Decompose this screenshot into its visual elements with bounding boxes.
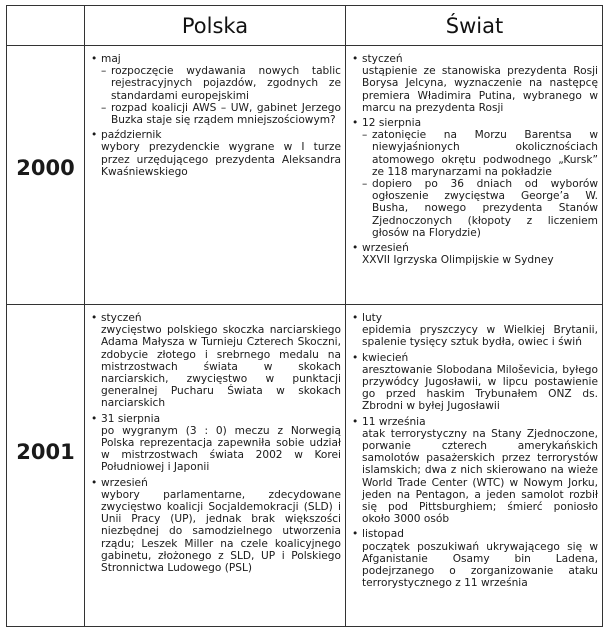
bullet-icon: • bbox=[352, 528, 359, 541]
column-header-swiat: Świat bbox=[445, 14, 504, 38]
dash-icon: – bbox=[362, 129, 368, 142]
event-date: listopad bbox=[362, 528, 404, 541]
event-subitem-text: zatonięcie na Morzu Barentsa w niewyjaśnionych okolicznościach atomowego okrętu podwodnego „Kursk” ze 118 marynarzami na pokładzie bbox=[372, 129, 598, 178]
event-entry bbox=[91, 129, 341, 178]
events-swiat-2001 bbox=[352, 312, 598, 592]
event-entry bbox=[91, 413, 341, 474]
event-date: styczeń bbox=[362, 53, 403, 65]
row-2000 bbox=[7, 46, 602, 305]
bullet-icon: • bbox=[352, 415, 359, 428]
event-entry bbox=[352, 416, 598, 526]
event-entry bbox=[91, 477, 341, 575]
bullet-icon: • bbox=[352, 351, 359, 364]
column-divider bbox=[84, 305, 85, 626]
dash-icon: – bbox=[101, 65, 107, 78]
event-description: wybory parlamentarne, zdecydowane zwycięstwo koalicji Socjaldemokracji (SLD) i Unii Pracy (UP), jednak brak większości niezbędnej do samodzielnego utworzenia rządu; Leszek Miller na czele koalicyjnego gabinetu, złożonego z SLD, UP i Polskiego Stronnictwa Ludowego (PSL) bbox=[101, 488, 341, 575]
event-date: styczeń bbox=[101, 312, 142, 324]
row-2001 bbox=[7, 305, 602, 626]
event-description: epidemia pryszczycy w Wielkiej Brytanii, spalenie tysięcy sztuk bydła, owiec i świń bbox=[362, 324, 598, 349]
column-divider bbox=[345, 305, 346, 626]
header-row bbox=[7, 6, 602, 46]
dash-icon: – bbox=[362, 178, 368, 191]
event-date: luty bbox=[362, 312, 383, 324]
event-description: zwycięstwo polskiego skoczka narciarskiego Adama Małysza w Turnieju Czterech Skoczni, zdobycie złotego i srebrnego medalu na mistrzostwach świata w skokach narciarskich, zwycięstwo w punktacji generalnej Pucharu Świata w skokach narciarskich bbox=[101, 324, 341, 410]
event-entry bbox=[352, 117, 598, 239]
events-polska-2000 bbox=[91, 53, 341, 181]
event-description: początek poszukiwań ukrywającego się w Afganistanie Osamy bin Ladena, podejrzanego o zorganizowanie ataku terrorystycznego z 11 września bbox=[362, 540, 598, 590]
event-description: XXVII Igrzyska Olimpijskie w Sydney bbox=[362, 254, 554, 267]
event-subitem-text: dopiero po 36 dniach od wyborów ogłoszenie zwycięstwa George’a W. Busha, nowego prezydenta Stanów Zjednoczonych (kłopoty z liczeniem głosów na Florydzie) bbox=[372, 178, 598, 239]
bullet-icon: • bbox=[91, 53, 98, 65]
event-entry bbox=[352, 352, 598, 413]
event-subitem bbox=[101, 102, 341, 126]
event-subitem-text: rozpad koalicji AWS – UW, gabinet Jerzego Buzka staje się rządem mniejszościowym? bbox=[111, 101, 341, 127]
bullet-icon: • bbox=[91, 412, 98, 425]
column-divider bbox=[345, 46, 346, 304]
event-date: 12 sierpnia bbox=[362, 117, 422, 130]
event-date: wrzesień bbox=[362, 242, 409, 255]
event-subitem bbox=[101, 65, 341, 102]
event-date: maj bbox=[101, 53, 121, 65]
event-description: atak terrorystyczny na Stany Zjednoczone, porwanie czterech amerykańskich samolotów pasażerskich przez terrorystów islamskich; dwa z nich skierowano na wieże World Trade Center (WTC) w Nowym Jorku, jeden na Pentagon, a jeden samolot rozbił się pod Pittsburghiem; śmierć poniosło około 3000 osób bbox=[362, 427, 598, 526]
bullet-icon: • bbox=[352, 312, 359, 324]
event-entry bbox=[352, 528, 598, 589]
event-subitem bbox=[362, 178, 598, 239]
event-entry bbox=[352, 312, 598, 349]
bullet-icon: • bbox=[91, 476, 98, 489]
bullet-icon: • bbox=[352, 242, 359, 255]
event-subitem-text: rozpoczęcie wydawania nowych tablic rejestracyjnych pojazdów, zgodnych ze standardami europejskimi bbox=[111, 65, 341, 102]
column-header-polska: Polska bbox=[181, 14, 249, 38]
event-date: 31 sierpnia bbox=[101, 412, 161, 425]
event-description: wybory prezydenckie wygrane w I turze przez urzędującego prezydenta Aleksandra Kwaśniewskiego bbox=[101, 141, 341, 178]
column-divider bbox=[84, 46, 85, 304]
year-label-2001: 2001 bbox=[16, 440, 75, 464]
bullet-icon: • bbox=[91, 312, 98, 324]
events-swiat-2000 bbox=[352, 53, 598, 269]
timeline-table bbox=[6, 5, 603, 627]
event-entry bbox=[352, 53, 598, 114]
event-date: 11 września bbox=[362, 415, 426, 428]
event-date: kwiecień bbox=[362, 351, 409, 364]
dash-icon: – bbox=[101, 101, 107, 114]
event-date: wrzesień bbox=[101, 476, 148, 489]
events-polska-2001 bbox=[91, 312, 341, 577]
event-description: aresztowanie Slobodana Miloševicia, byłego przywódcy Jugosławii, w lipcu postawienie go przed haskim Trybunałem ONZ ds. Zbrodni w byłej Jugosławii bbox=[362, 363, 598, 413]
event-entry bbox=[91, 312, 341, 410]
event-entry bbox=[352, 242, 598, 266]
year-label-2000: 2000 bbox=[16, 156, 75, 180]
event-entry bbox=[91, 53, 341, 126]
bullet-icon: • bbox=[352, 117, 359, 130]
bullet-icon: • bbox=[91, 129, 98, 142]
event-date: październik bbox=[101, 129, 162, 142]
event-subitem bbox=[362, 129, 598, 178]
event-description: po wygranym (3 : 0) meczu z Norwegią Polska reprezentacja zapewniła sobie udział w mistrzostwach świata 2002 w Korei Południowej i Japonii bbox=[101, 424, 341, 474]
bullet-icon: • bbox=[352, 53, 359, 65]
event-description: ustąpienie ze stanowiska prezydenta Rosji Borysa Jelcyna, wyznaczenie na następcę premiera Władimira Putina, wybranego w marcu na prezydenta Rosji bbox=[362, 65, 598, 114]
